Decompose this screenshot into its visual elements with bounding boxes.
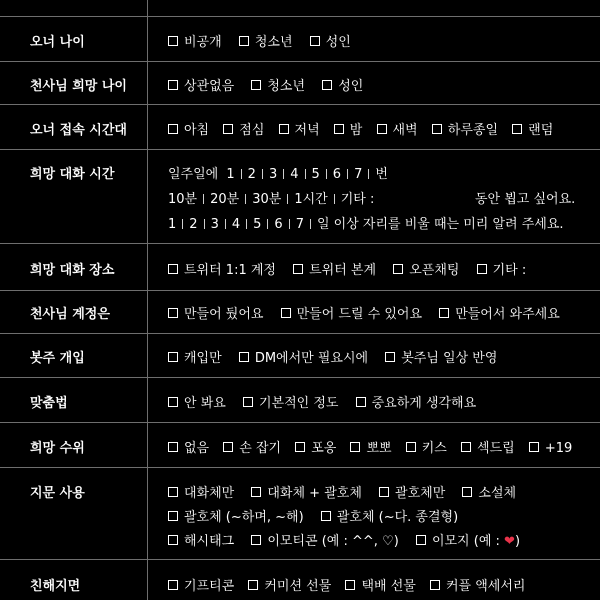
checkbox[interactable] <box>432 124 442 134</box>
checkbox[interactable] <box>248 580 258 590</box>
checkbox[interactable] <box>279 124 289 134</box>
separator <box>310 219 311 229</box>
checkbox-option[interactable]: 이모지 (예 : ❤) <box>416 530 520 549</box>
checkbox-option[interactable]: 뽀뽀 <box>350 437 391 456</box>
checkbox-option[interactable]: 택배 선물 <box>345 575 415 594</box>
checkbox-option[interactable]: +19 <box>529 441 572 456</box>
level-label: 희망 수위 <box>30 441 85 456</box>
checkbox-option[interactable]: 괄호체만 <box>379 482 445 501</box>
row-divider <box>0 559 600 560</box>
checkbox[interactable] <box>321 511 331 521</box>
duration-choice[interactable]: 20분 <box>210 192 240 207</box>
checkbox-option[interactable]: 새벽 <box>377 119 418 138</box>
checkbox-option[interactable]: 하루종일 <box>432 119 498 138</box>
checkbox[interactable] <box>168 124 178 134</box>
checkbox[interactable] <box>379 487 389 497</box>
row-divider <box>0 16 600 17</box>
checkbox-option[interactable]: DM에서만 필요시에 <box>239 347 368 366</box>
frequency-choice[interactable]: 2 <box>247 167 256 182</box>
checkbox[interactable] <box>356 397 366 407</box>
frequency-choice[interactable]: 6 <box>332 167 342 182</box>
checkbox[interactable] <box>239 36 249 46</box>
checkbox[interactable] <box>529 442 539 452</box>
checkbox-option[interactable]: 섹드립 <box>461 437 515 456</box>
checkbox[interactable] <box>251 535 261 545</box>
checkbox[interactable] <box>251 487 261 497</box>
checkbox-option[interactable]: 캐입만 <box>168 347 222 366</box>
row-divider <box>0 104 600 105</box>
row-divider <box>0 149 600 150</box>
checkbox[interactable] <box>461 442 471 452</box>
absence-choice[interactable]: 5 <box>253 217 262 232</box>
checkbox-option[interactable]: 만들어서 와주세요 <box>439 303 560 322</box>
checkbox-option[interactable]: 대화체 + 괄호체 <box>251 482 362 501</box>
checkbox-option[interactable]: 안 봐요 <box>168 392 226 411</box>
checkbox-option[interactable]: 만들어 드릴 수 있어요 <box>281 303 422 322</box>
checkbox-option[interactable]: 없음 <box>168 437 209 456</box>
separator <box>204 219 205 229</box>
checkbox[interactable] <box>406 442 416 452</box>
checkbox[interactable] <box>393 264 403 274</box>
absence-choice[interactable]: 1 <box>168 217 177 232</box>
checkbox-option[interactable]: 중요하게 생각해요 <box>356 392 477 411</box>
separator <box>347 169 348 179</box>
absence-choice[interactable]: 6 <box>274 217 283 232</box>
checkbox[interactable] <box>439 308 449 318</box>
row-divider <box>0 422 600 423</box>
talk-place-label: 희망 대화 장소 <box>30 263 115 278</box>
checkbox-option[interactable]: 해시태그 <box>168 530 234 549</box>
checkbox[interactable] <box>512 124 522 134</box>
absence-choice[interactable]: 7 <box>295 217 304 232</box>
absence-choice[interactable]: 4 <box>231 217 241 232</box>
checkbox[interactable] <box>477 264 487 274</box>
duration-choice[interactable]: 10분 <box>168 192 198 207</box>
checkbox-option[interactable]: 키스 <box>406 437 447 456</box>
checkbox[interactable] <box>334 124 344 134</box>
checkbox[interactable] <box>223 124 233 134</box>
frequency-choice[interactable]: 4 <box>290 167 299 182</box>
checkbox[interactable] <box>377 124 387 134</box>
checkbox-option[interactable]: 성인 <box>322 75 363 94</box>
checkbox-option[interactable]: 소설체 <box>462 482 516 501</box>
owner-time-options <box>168 119 553 138</box>
checkbox-option[interactable]: 랜덤 <box>512 119 553 138</box>
checkbox[interactable] <box>281 308 291 318</box>
checkbox[interactable] <box>168 308 178 318</box>
checkbox[interactable] <box>416 535 426 545</box>
column-divider <box>147 0 148 600</box>
checkbox[interactable] <box>385 352 395 362</box>
heart-icon: ❤ <box>504 534 515 549</box>
checkbox[interactable] <box>168 352 178 362</box>
checkbox[interactable] <box>462 487 472 497</box>
checkbox-option[interactable]: 손 잡기 <box>223 437 281 456</box>
checkbox[interactable] <box>168 580 178 590</box>
duration-choice[interactable]: 1시간 <box>294 192 328 207</box>
separator <box>267 219 268 229</box>
talk-time-label: 희망 대화 시간 <box>30 167 115 182</box>
row-divider <box>0 61 600 62</box>
talk-duration-suffix: 동안 뵙고 싶어요. <box>475 192 576 207</box>
checkbox-option[interactable]: 밤 <box>334 119 363 138</box>
angel-age-options <box>168 75 376 94</box>
talk-frequency-line: 일주일에 1 2 3 4 5 6 7 번 <box>168 167 388 182</box>
separator <box>225 219 226 229</box>
duration-choice[interactable]: 30분 <box>252 192 282 207</box>
checkbox-option[interactable]: 만들어 뒀어요 <box>168 303 263 322</box>
checkbox[interactable] <box>168 264 178 274</box>
separator <box>334 194 335 204</box>
absence-notice-line: 1 2 3 4 5 6 7 일 이상 자리를 비울 때는 미리 알려 주세요. <box>168 217 564 232</box>
checkbox[interactable] <box>243 397 253 407</box>
separator <box>262 169 263 179</box>
separator <box>182 219 183 229</box>
owner-age-options <box>168 31 364 50</box>
checkbox-option[interactable]: 봇주님 일상 반영 <box>385 347 497 366</box>
separator <box>368 169 369 179</box>
checkbox-option[interactable]: 오픈채팅 <box>393 259 459 278</box>
angel-account-options <box>168 303 560 322</box>
separator <box>287 194 288 204</box>
checkbox-option[interactable]: 청소년 <box>239 31 293 50</box>
checkbox[interactable] <box>168 487 178 497</box>
spelling-label: 맞춤법 <box>30 396 68 411</box>
checkbox[interactable] <box>168 36 178 46</box>
checkbox[interactable] <box>295 442 305 452</box>
talk-place-options <box>168 259 526 278</box>
checkbox[interactable] <box>251 80 261 90</box>
friends-label: 친해지면 <box>30 579 81 594</box>
separator <box>203 194 204 204</box>
row-divider <box>0 467 600 468</box>
script-style-options-3 <box>168 530 520 549</box>
script-style-label: 지문 사용 <box>30 486 85 501</box>
checkbox-option[interactable]: 괄호체 (~다. 종결형) <box>321 506 458 525</box>
checkbox-option[interactable]: 점심 <box>223 119 264 138</box>
frequency-choice[interactable]: 7 <box>354 167 363 182</box>
checkbox[interactable] <box>168 511 178 521</box>
checkbox[interactable] <box>239 352 249 362</box>
checkbox-option[interactable]: 비공개 <box>168 31 222 50</box>
spelling-options <box>168 392 476 411</box>
checkbox-option[interactable]: 기프티콘 <box>168 575 234 594</box>
separator <box>289 219 290 229</box>
row-divider <box>0 290 600 291</box>
frequency-choice[interactable]: 3 <box>268 167 278 182</box>
checkbox-option[interactable]: 저녁 <box>279 119 320 138</box>
separator <box>283 169 284 179</box>
checkbox-option[interactable]: 상관없음 <box>168 75 234 94</box>
separator <box>305 169 306 179</box>
row-divider <box>0 377 600 378</box>
checkbox-option[interactable]: 이모티콘 (예 : ^^, ♡) <box>251 530 398 549</box>
checkbox[interactable] <box>168 80 178 90</box>
row-divider <box>0 243 600 244</box>
frequency-choice[interactable]: 1 <box>226 167 235 182</box>
frequency-choice[interactable]: 5 <box>311 167 320 182</box>
separator <box>241 169 242 179</box>
checkbox[interactable] <box>168 397 178 407</box>
checkbox-option[interactable]: 아침 <box>168 119 209 138</box>
row-divider <box>0 333 600 334</box>
level-options <box>168 437 572 456</box>
script-style-options-1 <box>168 482 516 501</box>
checkbox-option[interactable]: 기본적인 정도 <box>243 392 338 411</box>
checkbox-option[interactable]: 괄호체 (~하며, ~해) <box>168 506 304 525</box>
separator <box>245 194 246 204</box>
talk-duration-line <box>168 188 374 207</box>
checkbox-option[interactable]: 성인 <box>310 31 351 50</box>
checkbox[interactable] <box>430 580 440 590</box>
bot-owner-label: 봇주 개입 <box>30 351 85 366</box>
checkbox[interactable] <box>168 535 178 545</box>
checkbox[interactable] <box>223 442 233 452</box>
checkbox[interactable] <box>293 264 303 274</box>
angel-age-label: 천사님 희망 나이 <box>30 79 127 94</box>
checkbox-option[interactable]: 트위터 1:1 계정 <box>168 259 276 278</box>
checkbox-option[interactable]: 대화체만 <box>168 482 234 501</box>
separator <box>246 219 247 229</box>
friends-options <box>168 575 525 594</box>
checkbox-option[interactable]: 포옹 <box>295 437 336 456</box>
checkbox[interactable] <box>345 580 355 590</box>
duration-choice[interactable]: 기타 : <box>340 192 375 207</box>
checkbox-option[interactable]: 트위터 본계 <box>293 259 376 278</box>
checkbox[interactable] <box>350 442 360 452</box>
checkbox-option[interactable]: 커플 액세서리 <box>430 575 525 594</box>
checkbox[interactable] <box>322 80 332 90</box>
checkbox-option[interactable]: 청소년 <box>251 75 305 94</box>
absence-choice[interactable]: 3 <box>210 217 219 232</box>
angel-account-label: 천사님 계정은 <box>30 307 110 322</box>
script-style-options-2 <box>168 506 458 525</box>
separator <box>326 169 327 179</box>
checkbox[interactable] <box>168 442 178 452</box>
bot-owner-options <box>168 347 497 366</box>
checkbox[interactable] <box>310 36 320 46</box>
absence-choice[interactable]: 2 <box>189 217 198 232</box>
owner-age-label: 오너 나이 <box>30 35 85 50</box>
checkbox-option[interactable]: 기타 : <box>477 259 527 278</box>
checkbox-option[interactable]: 커미션 선물 <box>248 575 331 594</box>
owner-time-label: 오너 접속 시간대 <box>30 123 127 138</box>
